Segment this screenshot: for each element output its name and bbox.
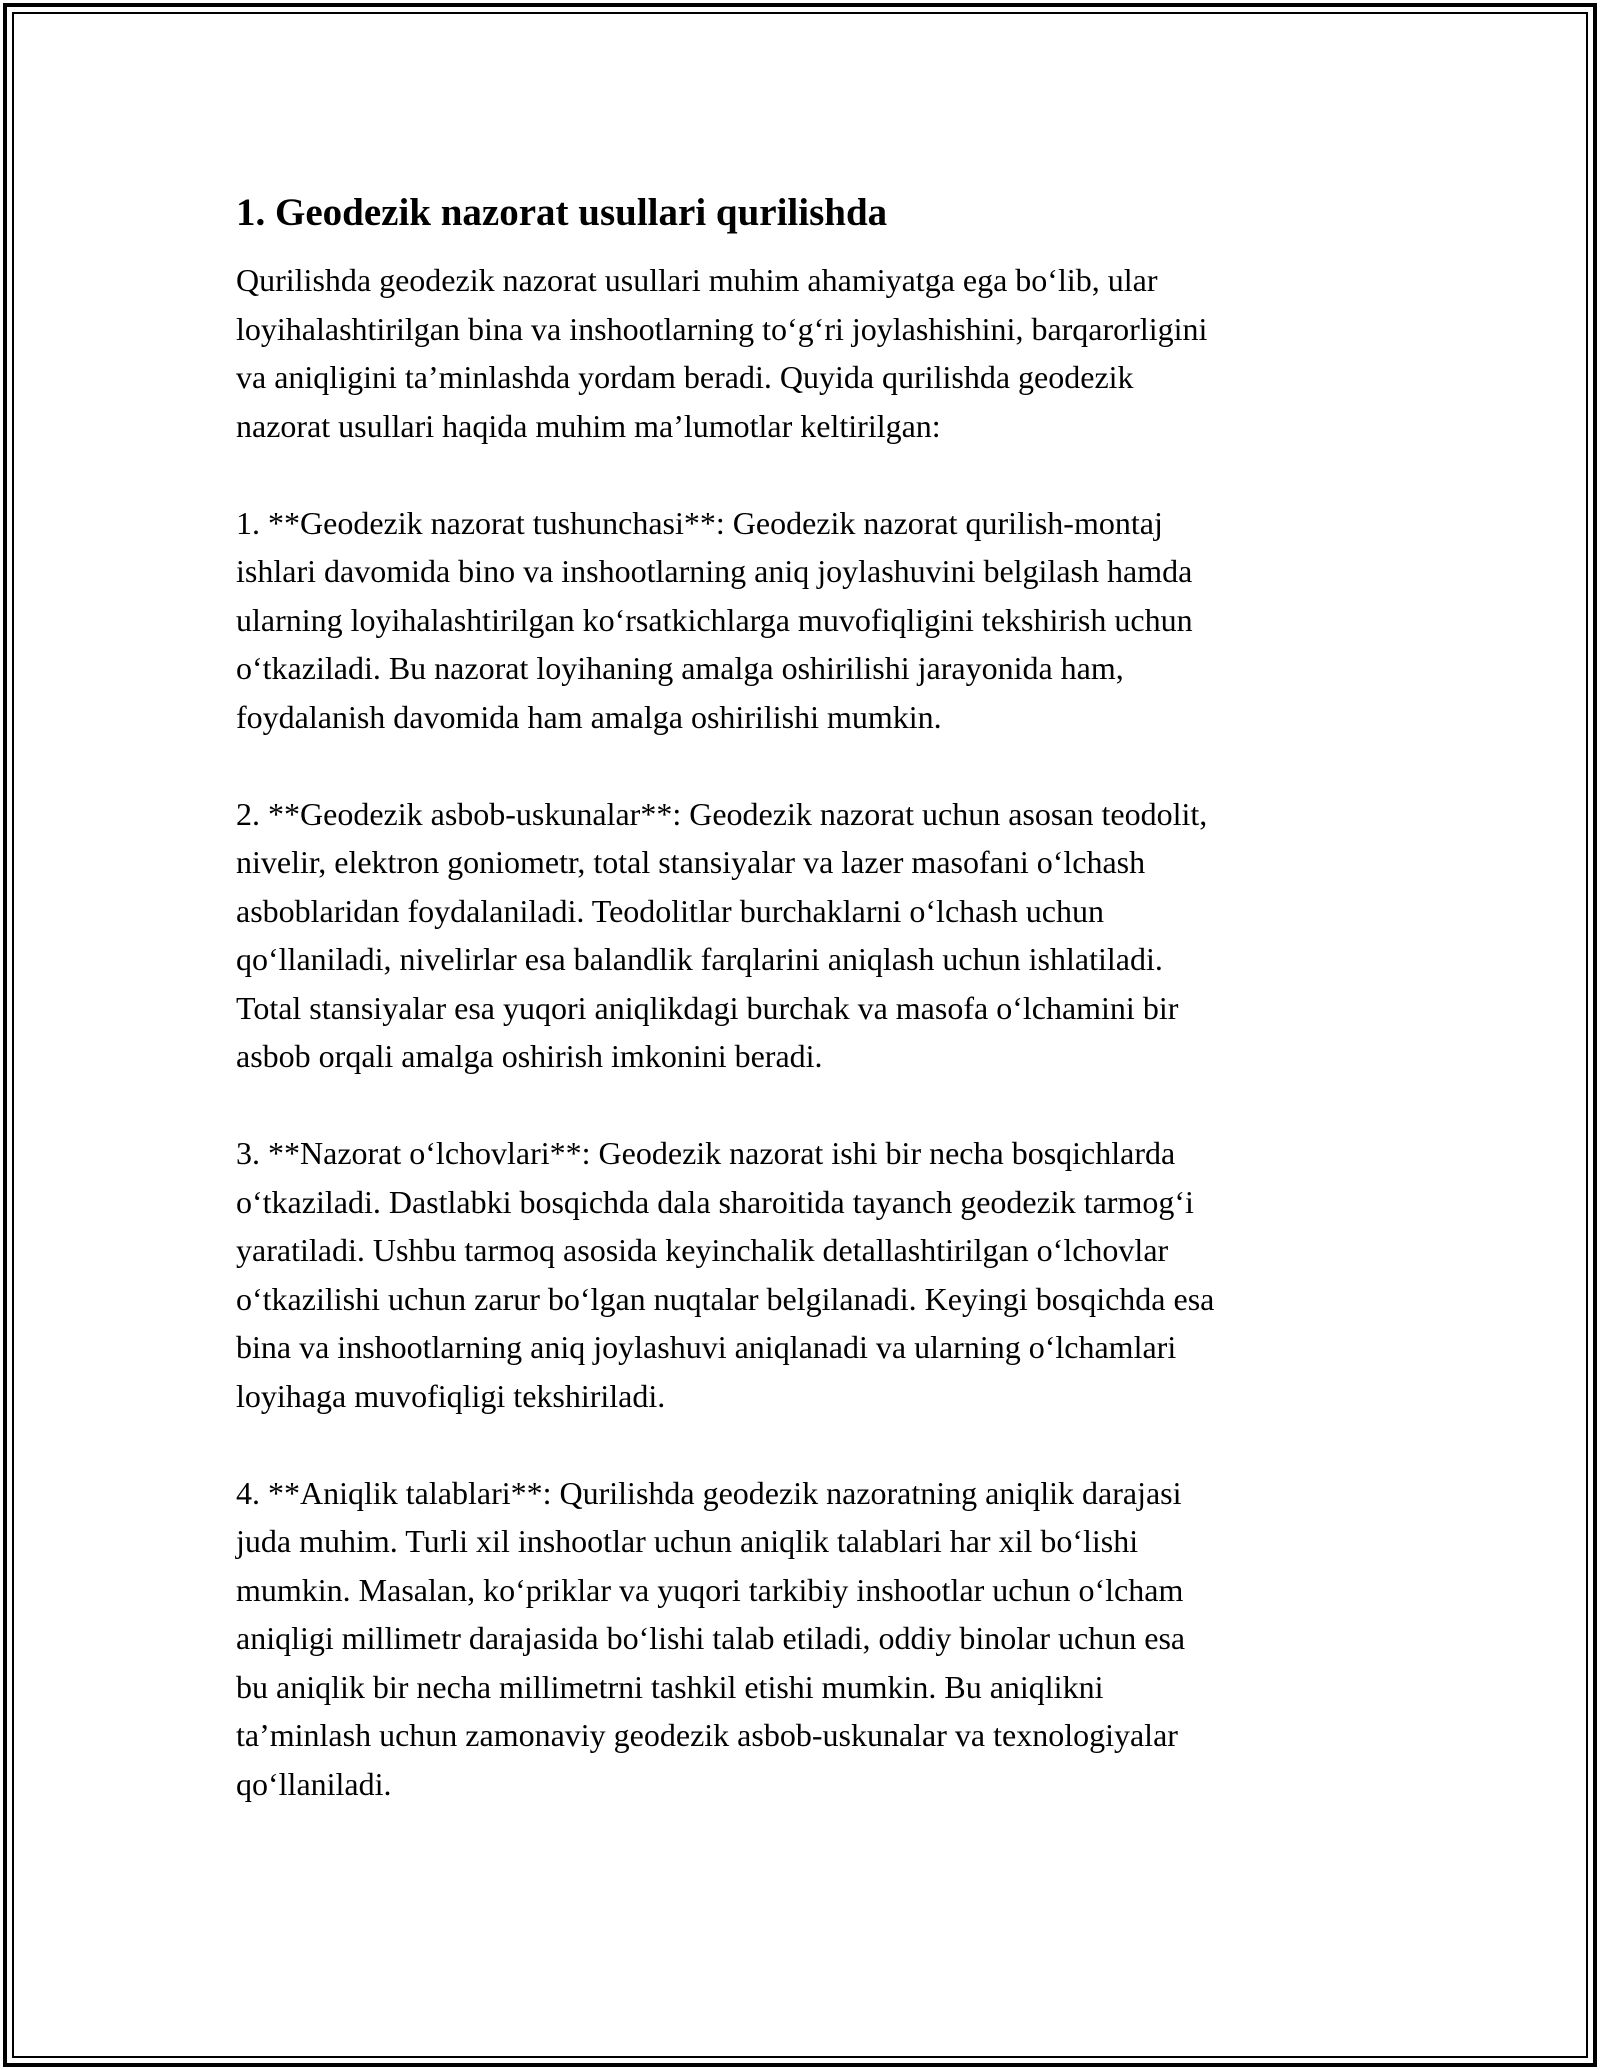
- paragraph-line: loyihaga muvofiqligi tekshiriladi.: [236, 1377, 666, 1414]
- paragraph-line: o‘tkaziladi. Bu nazorat loyihaning amalga oshirilishi jarayonida ham,: [236, 650, 1124, 686]
- paragraph-line: asbob orqali amalga oshirish imkonini beradi.: [236, 1038, 823, 1074]
- paragraph-line: Qurilishda geodezik nazorat usullari muhim ahamiyatga ega bo‘lib, ular: [236, 262, 1158, 298]
- paragraph-line: qo‘llaniladi.: [236, 1765, 392, 1802]
- paragraph-line: ishlari davomida bino va inshootlarning aniq joylashuvini belgilash hamda: [236, 553, 1193, 589]
- paragraph-line: loyihalashtirilgan bina va inshootlarning to‘g‘ri joylashishini, barqarorligini: [236, 310, 1208, 347]
- paragraph-line: yaratiladi. Ushbu tarmoq asosida keyinchalik detallashtirilgan o‘lchovlar: [236, 1232, 1169, 1268]
- paragraph-line: asboblaridan foydalaniladi. Teodolitlar burchaklarni o‘lchash uchun: [236, 892, 1104, 929]
- paragraph: [236, 1129, 1366, 1420]
- paragraph-line: juda muhim. Turli xil inshootlar uchun aniqlik talablari har xil bo‘lishi: [236, 1523, 1139, 1559]
- paragraph-line: Total stansiyalar esa yuqori aniqlikdagi burchak va masofa o‘lchamini bir: [236, 989, 1179, 1026]
- paragraph-line: o‘tkazilishi uchun zarur bo‘lgan nuqtalar belgilanadi. Keyingi bosqichda esa: [236, 1280, 1215, 1317]
- paragraph-line: 3. **Nazorat o‘lchovlari**: Geodezik nazorat ishi bir necha bosqichlarda: [236, 1135, 1176, 1171]
- paragraph-line: bu aniqlik bir necha millimetrni tashkil etishi mumkin. Bu aniqlikni: [236, 1668, 1104, 1705]
- paragraph-line: mumkin. Masalan, ko‘priklar va yuqori tarkibiy inshootlar uchun o‘lcham: [236, 1571, 1184, 1608]
- section-heading: 1. Geodezik nazorat usullari qurilishda: [236, 191, 888, 234]
- paragraph-line: va aniqligini ta’minlashda yordam beradi. Quyida qurilishda geodezik: [236, 359, 1134, 395]
- paragraph-line: 4. **Aniqlik talablari**: Qurilishda geodezik nazoratning aniqlik darajasi: [236, 1474, 1182, 1511]
- paragraph-line: ta’minlash uchun zamonaviy geodezik asbob-uskunalar va texnologiyalar: [236, 1717, 1178, 1753]
- paragraph: [236, 790, 1366, 1081]
- paragraph-line: 1. **Geodezik nazorat tushunchasi**: Geodezik nazorat qurilish-montaj: [236, 504, 1163, 541]
- paragraph: [236, 256, 1366, 450]
- paragraph-line: 2. **Geodezik asbob-uskunalar**: Geodezik nazorat uchun asosan teodolit,: [236, 795, 1208, 832]
- paragraph: [236, 499, 1366, 742]
- paragraph-line: bina va inshootlarning aniq joylashuvi aniqlanadi va ularning o‘lchamlari: [236, 1329, 1177, 1365]
- paragraph-line: foydalanish davomida ham amalga oshirilishi mumkin.: [236, 698, 942, 735]
- paragraph-line: qo‘llaniladi, nivelirlar esa balandlik farqlarini aniqlash uchun ishlatiladi.: [236, 941, 1163, 977]
- paragraph-line: aniqligi millimetr darajasida bo‘lishi talab etiladi, oddiy binolar uchun esa: [236, 1620, 1186, 1656]
- paragraph-line: o‘tkaziladi. Dastlabki bosqichda dala sharoitida tayanch geodezik tarmog‘i: [236, 1183, 1194, 1220]
- paragraph-line: ularning loyihalashtirilgan ko‘rsatkichlarga muvofiqligini tekshirish uchun: [236, 601, 1193, 638]
- paragraph-list: [236, 256, 1366, 1808]
- document-body: [236, 188, 1366, 1857]
- paragraph-line: nazorat usullari haqida muhim ma’lumotlar keltirilgan:: [236, 407, 941, 444]
- paragraph: [236, 1469, 1366, 1809]
- paragraph-line: nivelir, elektron goniometr, total stansiyalar va lazer masofani o‘lchash: [236, 844, 1146, 880]
